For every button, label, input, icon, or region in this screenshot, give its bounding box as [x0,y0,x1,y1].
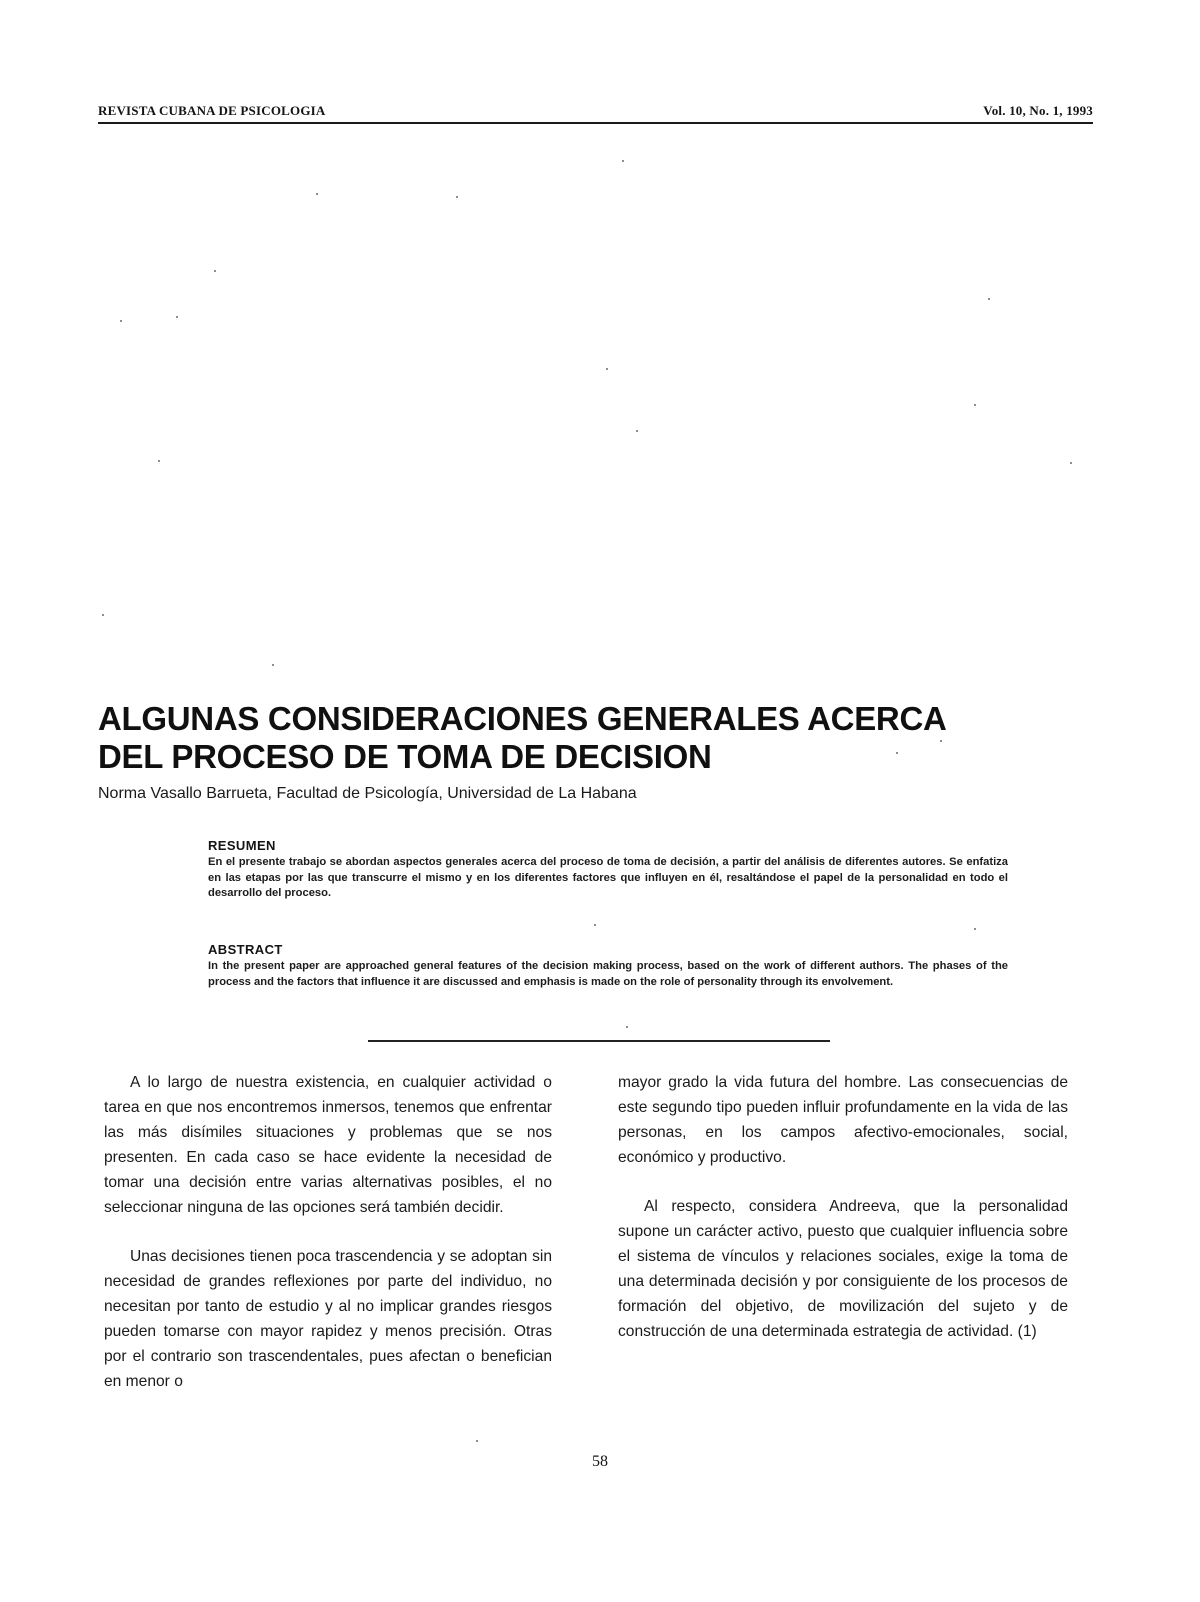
body-column-left [104,1070,552,1418]
journal-name: REVISTA CUBANA DE PSICOLOGIA [98,103,326,118]
body-column-right [618,1070,1068,1368]
abstract-text: In the present paper are approached general features of the decision making process, based on the work of different authors. The phases of the process and the factors that influence it are discussed and emphasis is made on the role of personality through its envolvement. [208,960,1008,988]
title-line-1: ALGUNAS CONSIDERACIONES GENERALES ACERCA [98,700,947,737]
page-number: 58 [592,1453,608,1470]
running-head [98,100,1093,124]
abstract-section [208,942,1008,990]
body-paragraph: Unas decisiones tienen poca trascendencia y se adoptan sin necesidad de grandes reflexiones por parte del individuo, no necesitan por tanto de estudio y al no implicar grandes riesgos pueden tomarse con mayor rapidez y menos precisión. Otras por el contrario son trascendentales, pues afectan o benefician en menor o [104,1248,552,1390]
body-paragraph: A lo largo de nuestra existencia, en cualquier actividad o tarea en que nos encontremos inmersos, tenemos que enfrentar las más disímiles situaciones y problemas que se nos presenten. En cada caso se hace evidente la necesidad de tomar una decisión entre varias alternativas posibles, el no seleccionar ninguna de las opciones será también decidir. [104,1074,552,1216]
author-affiliation: Norma Vasallo Barrueta, Facultad de Psicología, Universidad de La Habana [98,785,637,802]
title-line-2: DEL PROCESO DE TOMA DE DECISION [98,738,712,775]
section-divider [368,1040,830,1042]
body-paragraph: mayor grado la vida futura del hombre. Las consecuencias de este segundo tipo pueden influir profundamente en la vida de las personas, en los campos afectivo-emocionales, social, económico y productivo. [618,1074,1068,1166]
resumen-section [208,838,1008,902]
resumen-text: En el presente trabajo se abordan aspectos generales acerca del proceso de toma de decisión, a partir del análisis de diferentes autores. Se enfatiza en las etapas por las que transcurre el mismo y en los diferentes factores que influyen en él, resaltándose el papel de la personalidad en todo el desarrollo del proceso. [208,856,1008,899]
abstract-heading: ABSTRACT [208,942,283,957]
volume-issue: Vol. 10, No. 1, 1993 [983,103,1093,118]
body-paragraph: Al respecto, considera Andreeva, que la personalidad supone un carácter activo, puesto que cualquier influencia sobre el sistema de vínculos y relaciones sociales, exige la toma de una determinada decisión y por consiguiente de los procesos de formación del objetivo, de movilización del sujeto y de construcción de una determinada estrategia de actividad. (1) [618,1198,1068,1340]
resumen-heading: RESUMEN [208,838,276,853]
article-title [98,700,1078,776]
